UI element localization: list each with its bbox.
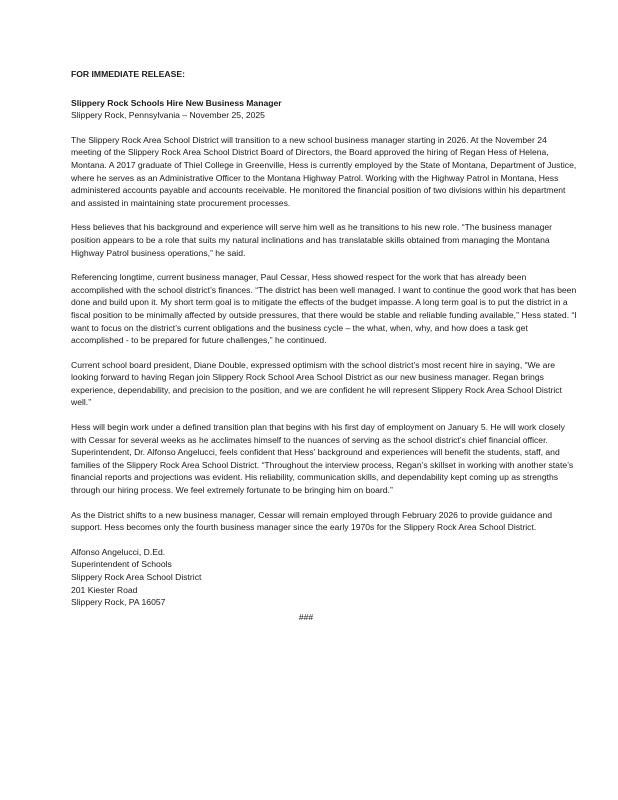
press-release-page [71,68,577,632]
paragraph-hess-quote: Hess believes that his background and experience will serve him well as he transitions to his new role. “The business manager position appears to be a role that suits my natural inclinations and has translatable skills obtained from managing the Montana Highway Patrol business operations,” he said. [71,222,553,258]
signature-block [71,546,577,609]
paragraph-cessar-reference: Referencing longtime, current business manager, Paul Cessar, Hess showed respect for the work that has already been accomplished with the school district’s finances. “The district has been well managed. I want to continue the good work that has been done and build upon it. My short term goal is to mitigate the effects of the budget impasse. A long term goal is to put the district in a fiscal position to be minimally affected by outside pressures, that there would be stable and reliable funding available,” Hess stated. “I want to focus on the district’s current obligations and the business cycle – the what, when, why, and how does a task get accomplished - to be prepared for future challenges,” he continued. [71,272,577,346]
headline: Slippery Rock Schools Hire New Business Manager [71,97,282,108]
release-label: FOR IMMEDIATE RELEASE: [71,69,185,79]
signature-title: Superintendent of Schools [71,559,172,570]
signature-street: 201 Kiester Road [71,584,138,595]
signature-name: Alfonso Angelucci, D.Ed. [71,546,166,557]
signature-organization: Slippery Rock Area School District [71,572,202,582]
paragraph-transition-plan: Hess will begin work under a defined transition plan that begins with his first day of employment on January 5. He will work closely with Cessar for several weeks as he acclimates himself to the nuances of serving as the school district’s chief financial officer. Superintendent, Dr. Alfonso Angelucci, feels confident that Hess’ background and experiences will benefit the students, staff, and families of the Slippery Rock Area School District. “Throughout the interview process, Regan’s skillset in working with another state’s financial reports and projections was evident. His reliability, communication skills, and dependability kept coming up as strengths through our hiring process. We feel extremely fortunate to be bringing him on board.” [71,422,574,496]
paragraph-closing: As the District shifts to a new business manager, Cessar will remain employed through February 2026 to provide guidance and support. Hess becomes only the fourth business manager since the early 1970s for the Slippery Rock Area School District. [71,509,553,533]
dateline: Slippery Rock, Pennsylvania – November 25, 2025 [71,110,265,121]
end-mark: ### [298,611,314,622]
signature-city: Slippery Rock, PA 16057 [71,597,166,608]
paragraph-intro: The Slippery Rock Area School District will transition to a new school business manager starting in 2026. At the November 24 meeting of the Slippery Rock Area School District Board of Directors, the Board approved the hiring of Regan Hess of Helena, Montana. A 2017 graduate of Thiel College in Greenville, Hess is currently employed by the State of Montana, Department of Justice, where he serves as an Administrative Officer to the Montana Highway Patrol. Working with the Highway Patrol in Montana, Hess administered accounts payable and accounts receivable. He monitored the financial position of two divisions within his department and assisted in maintaining state procurement processes. [71,134,577,208]
paragraph-board-president: Current school board president, Diane Double, expressed optimism with the school district’s most recent hire in saying, “We are looking forward to having Regan join Slippery Rock School Area School District as our new business manager. Regan brings experience, dependability, and precision to the position, and we are confident he will represent Slippery Rock Area School District well.” [71,359,562,408]
